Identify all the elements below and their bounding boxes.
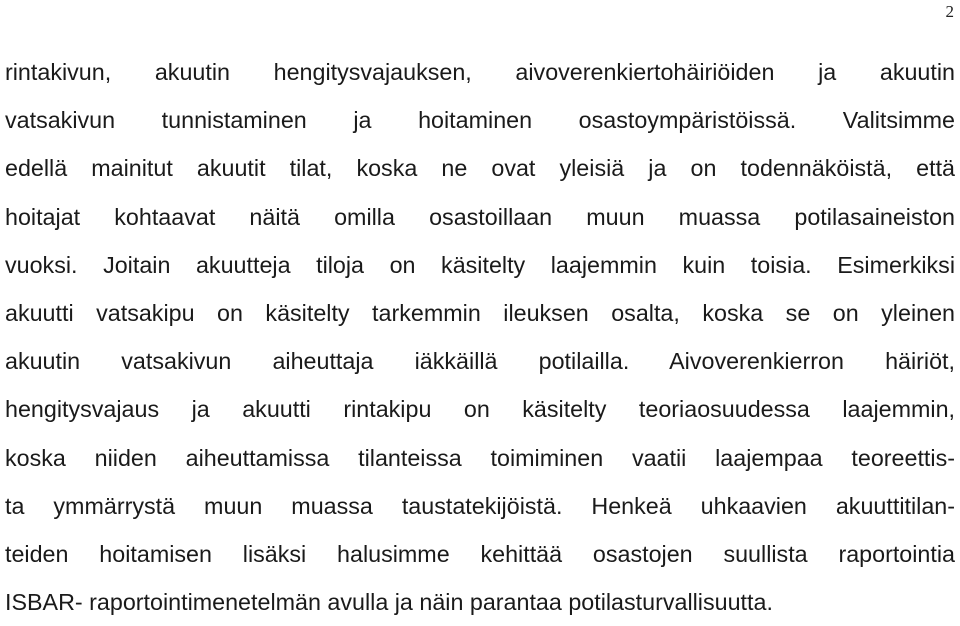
text-line: akuutin vatsakivun aiheuttaja iäkkäillä potilailla. Aivoverenkierron häiriöt,	[5, 348, 955, 375]
text-line: teiden hoitamisen lisäksi halusimme kehittää osastojen suullista raportointia	[5, 540, 955, 567]
text-line: edellä mainitut akuutit tilat, koska ne ovat yleisiä ja on todennäköistä, että	[5, 155, 955, 182]
text-line: ISBAR- raportointimenetelmän avulla ja näin parantaa potilasturvallisuutta.	[5, 589, 773, 616]
text-line: rintakivun, akuutin hengitysvajauksen, aivoverenkiertohäiriöiden ja akuutin	[5, 59, 955, 85]
page-number: 2	[945, 2, 954, 21]
text-line: ta ymmärrystä muun muassa taustatekijöistä. Henkeä uhkaavien akuuttitilan-	[5, 492, 955, 519]
text-line: vatsakivun tunnistaminen ja hoitaminen osastoympäristöissä. Valitsimme	[5, 107, 955, 134]
text-line: hengitysvajaus ja akuutti rintakipu on käsitelty teoriaosuudessa laajemmin,	[5, 396, 955, 423]
text-line: hoitajat kohtaavat näitä omilla osastoillaan muun muassa potilasaineiston	[5, 203, 955, 230]
body-paragraph	[5, 48, 955, 626]
text-line: akuutti vatsakipu on käsitelty tarkemmin ileuksen osalta, koska se on yleinen	[5, 299, 955, 326]
text-line: koska niiden aiheuttamissa tilanteissa toimiminen vaatii laajempaa teoreettis-	[5, 444, 955, 471]
text-line: vuoksi. Joitain akuutteja tiloja on käsitelty laajemmin kuin toisia. Esimerkiksi	[5, 251, 955, 278]
